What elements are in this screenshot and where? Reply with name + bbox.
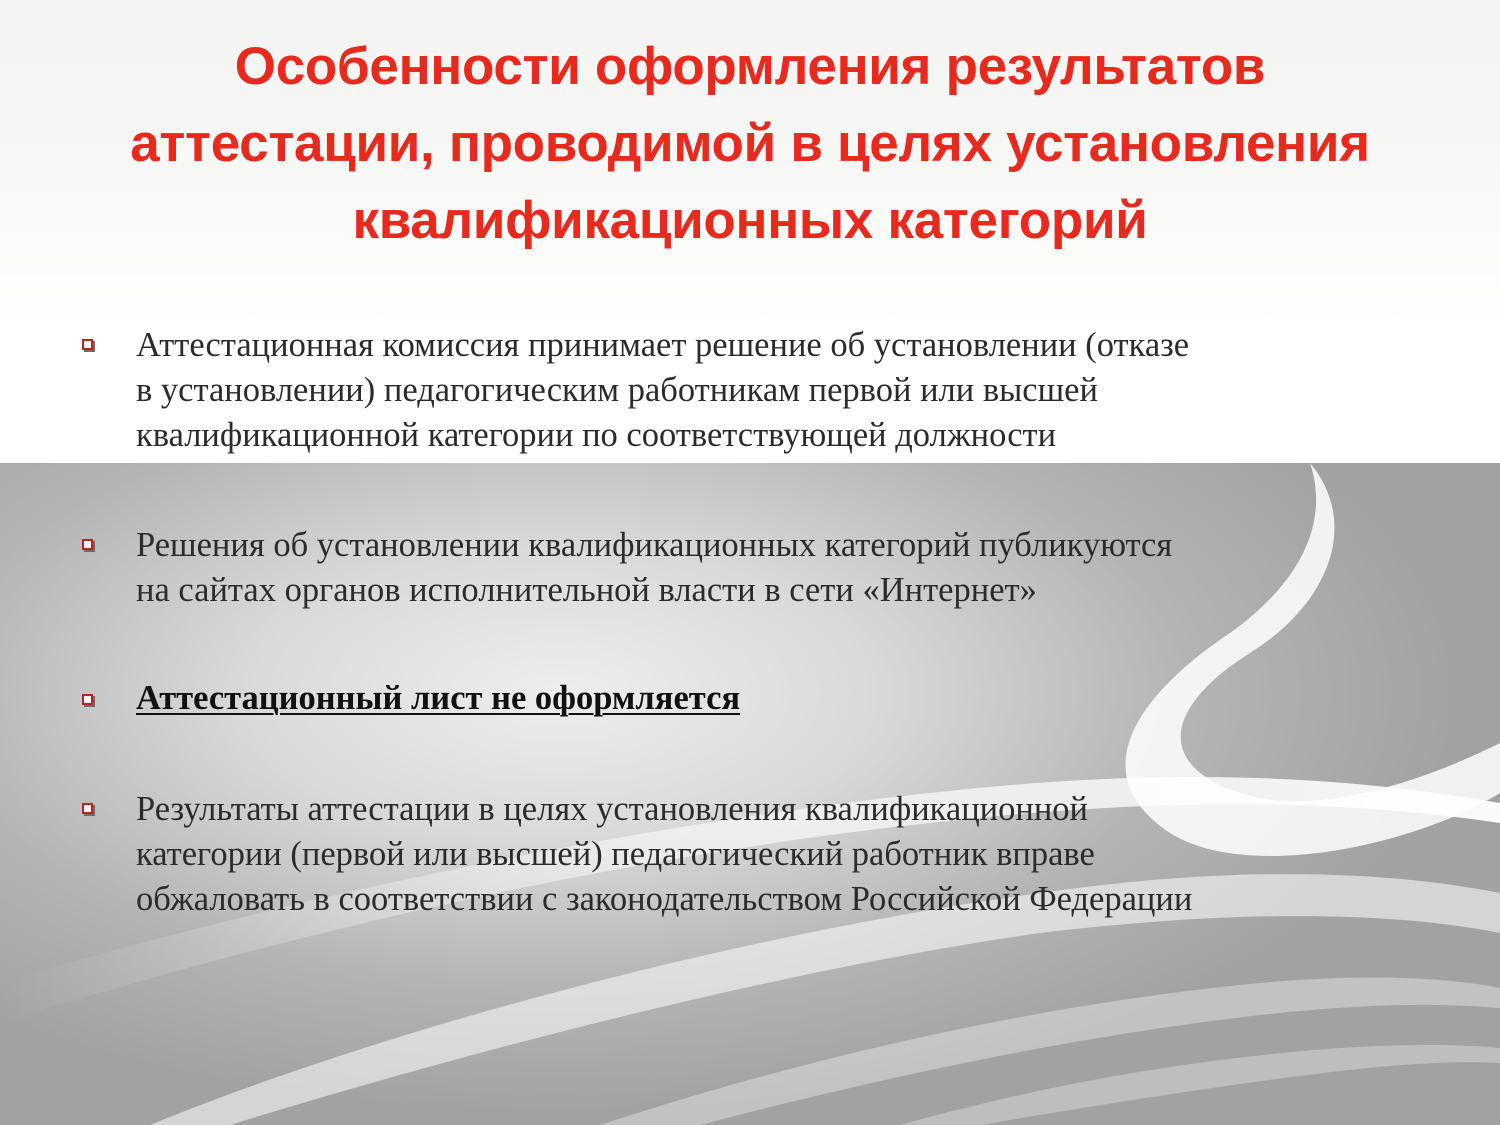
checkbox-square-icon [82,694,93,705]
bullet-line-emphasis: Аттестационный лист не оформляется [136,679,741,717]
bullet-text [136,523,1436,613]
checkbox-square-icon [82,539,93,550]
bullet-line: в установлении) педагогическим работникам первой или высшей [136,371,1098,409]
title-line: квалификационных категорий [352,191,1148,250]
bullet-line: Аттестационная комиссия принимает решение об установлении (отказе [136,326,1190,364]
bullet-line: на сайтах органов исполнительной власти в сети «Интернет» [136,571,1037,609]
title-line: Особенности оформления результатов [234,37,1266,96]
slide-title [40,28,1460,259]
bullet-line: Решения об установлении квалификационных категорий публикуются [136,526,1173,564]
checkbox-square-icon [82,803,93,814]
bullet-line: квалификационной категории по соответствующей должности [136,416,1057,454]
bullet-text [136,787,1436,922]
title-line: аттестации, проводимой в целях установления [130,114,1370,173]
bullet-text [136,323,1436,458]
bullet-line: Результаты аттестации в целях установления квалификационной [136,790,1089,828]
bullet-line: обжаловать в соответствии с законодательством Российской Федерации [136,880,1193,918]
checkbox-square-icon [82,339,93,350]
bullet-line: категории (первой или высшей) педагогический работник вправе [136,835,1095,873]
bullet-text [136,676,1436,721]
